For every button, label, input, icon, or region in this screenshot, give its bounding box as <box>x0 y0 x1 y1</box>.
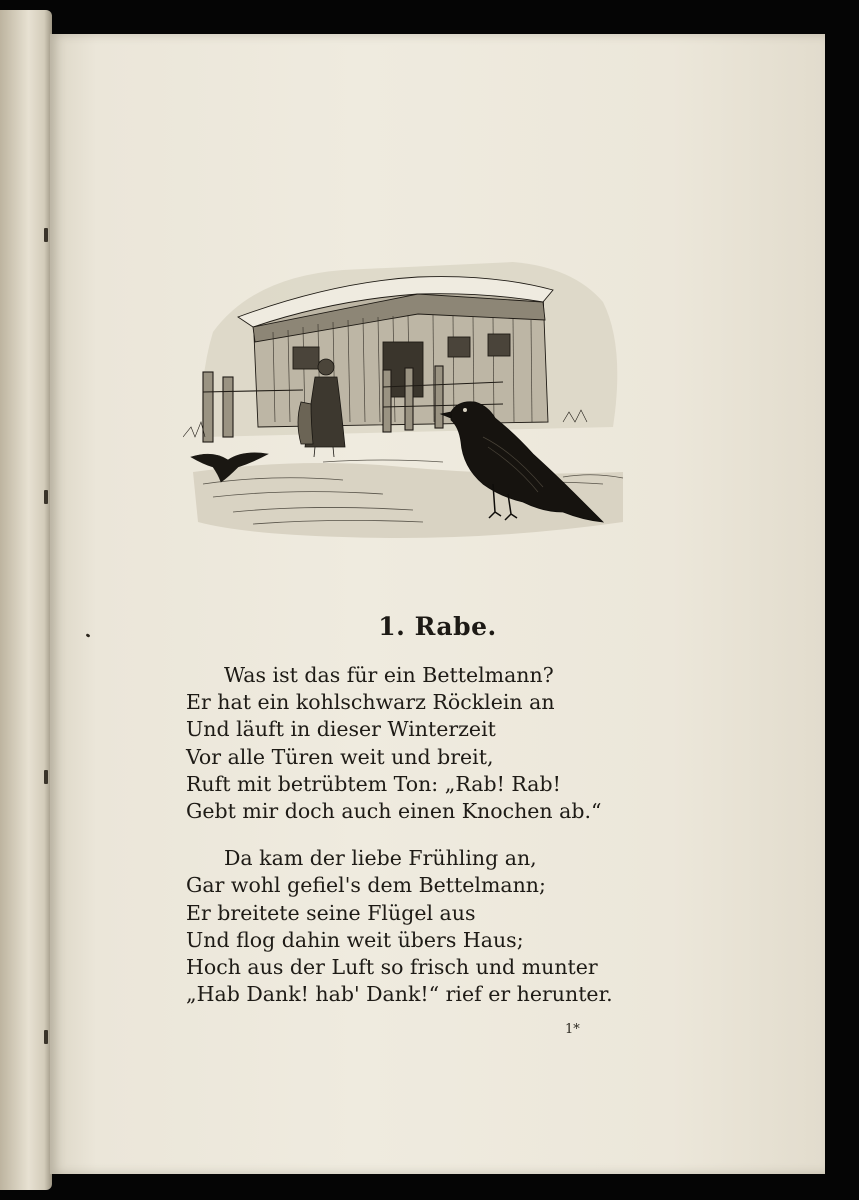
poem-body <box>186 662 646 1008</box>
raven-engraving-illustration <box>183 222 633 554</box>
poem-line: Gebt mir doch auch einen Knochen ab.“ <box>186 799 602 824</box>
poem-line: Und flog dahin weit übers Haus; <box>186 927 524 952</box>
poem-line: Gar wohl gefiel's dem Bettelmann; <box>186 873 546 898</box>
stanza <box>186 845 646 1008</box>
poem-line: Ruft mit betrübtem Ton: „Rab! Rab! <box>186 771 561 796</box>
poem-line: Er hat ein kohlschwarz Röcklein an <box>186 690 555 715</box>
poem-line: „Hab Dank! hab' Dank!“ rief er herunter. <box>186 982 613 1007</box>
book-page <box>50 34 825 1174</box>
binding-stitch <box>44 1030 48 1044</box>
poem-line: Vor alle Türen weit und breit, <box>186 744 494 769</box>
poem-line: Was ist das für ein Bettelmann? <box>224 663 554 687</box>
poem-line: Da kam der liebe Frühling an, <box>224 846 537 871</box>
left-page-edge <box>0 10 52 1190</box>
poem-line: Und läuft in dieser Winterzeit <box>186 717 496 742</box>
poem-line: Hoch aus der Luft so frisch und munter <box>186 955 598 980</box>
signature-mark: 1* <box>565 1022 580 1037</box>
binding-stitch <box>44 770 48 784</box>
stanza <box>186 662 646 825</box>
poem-line: Er breitete seine Flügel aus <box>186 900 476 925</box>
binding-stitch <box>44 228 48 242</box>
binding-stitch <box>44 490 48 504</box>
poem-title: 1. Rabe. <box>378 612 497 641</box>
